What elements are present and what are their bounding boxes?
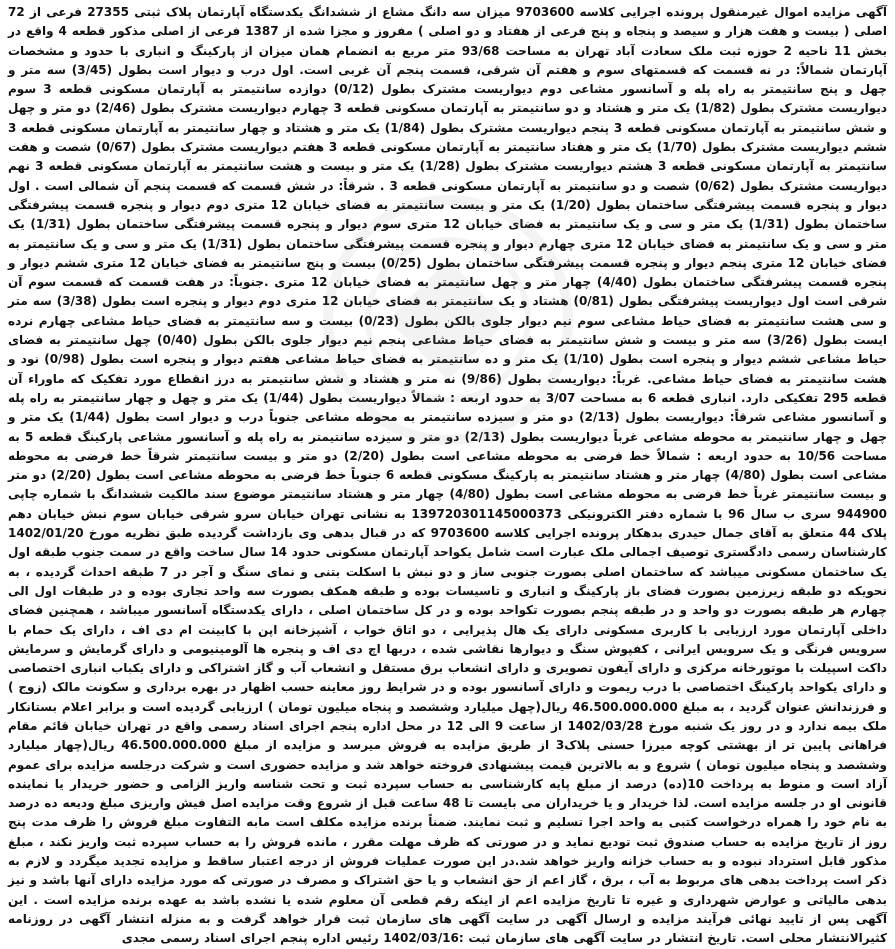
- auction-notice-text: آگهی مزایده اموال غیرمنقول پرونده اجرایی کلاسه 9703600 میزان سه دانگ مشاع از ششدانگ یکدستگاه آپارتمان پلاک ثبتی 27355 فرعی از 72 اصلی ( بیست و هفت هزار و سیصد و پنجاه و پنج فرعی از هفتاد و دو اصلی ) مفروز و مجزا شده از 1387 فرعی از اصلی مذکور قطعه 4 واقع در بخش 11 ناحیه 2 حوزه ثبت ملک سعادت آباد تهران به مساحت 93/68 متر مربع به انضمام همان میزان از پارکینگ و انباری با حدود و مشخصات آپارتمان شمالاً: در نه قسمت که قسمتهای سوم و هفتم آن شرقی، قسمت پنجم آن غربی است. اول درب و دیوار است بطول (3/45) سه متر و چهل و پنج سانتیمتر به راه پله و آسانسور مشاعی دوم دیواریست مشترک بطول (0/12) دوازده سانتیمتر به آپارتمان مسکونی قطعه 3 سوم دیواریست مشترک بطول (1/82) یک متر و هشتاد و دو سانتیمتر به آپارتمان مسکونی قطعه 3 چهارم دیواریست مشترک بطول (2/46) دو متر و چهل و شش سانتیمتر به آپارتمان مسکونی قطعه 3 پنجم دیواریست مشترک بطول (1/84) یک متر و هشتاد و چهار سانتیمتر به آپارتمان مسکونی قطعه 3 ششم دیواریست مشترک بطول (1/70) یک متر و هفتاد سانتیمتر به آپارتمان مسکونی قطعه 3 هفتم دیواریست مشترک بطول (0/67) شصت و هفت سانتیمتر به آپارتمان مسکونی قطعه 3 هشتم دیواریست مشترک بطول (1/28) یک متر و بیست و هشت سانتیمتر به آپارتمان مسکونی قطعه 3 نهم دیواریست مشترک بطول (0/62) شصت و دو سانتیمتر به آپارتمان مسکونی قطعه 3 . شرقاً: در شش قسمت که قسمت پنجم آن شمالی است . اول دیوار و پنجره قسمت پیشرفتگی ساختمان بطول (1/20) یک متر و بیست سانتیمتر به فضای خیابان 12 متری دوم دیوار و پنجره قسمت پیشرفتگی ساختمان بطول (1/31) یک متر و سی و یک سانتیمتر به فضای خیابان 12 متری سوم دیوار و پنجره قسمت پیشرفتگی ساختمان بطول (1/31) یک متر و سی و یک سانتیمتر به فضای خیابان 12 متری چهارم دیوار و پنجره قسمت پیشرفتگی ساختمان بطول (1/31) یک متر و سی و یک سانتیمتر به فضای خیابان 12 متری پنجم دیوار و پنجره قسمت پیشرفتگی ساختمان بطول (0/25) بیست و پنج سانتیمتر به فضای خیابان 12 متری ششم دیوار و پنجره قسمت پیشرفتگی ساختمان بطول (4/40) چهار متر و چهل سانتیمتر به فضای خیابان 12 متری .جنوباً: در هفت قسمت که قسمت سوم آن شرقی است اول دیواریست پیشرفتگی بطول (0/81) هشتاد و یک سانتیمتر به فضای خیابان 12 متری دوم دیوار و پنجره است بطول (3/38) سه متر و سی هشت سانتیمتر به فضای حیاط مشاعی سوم نیم دیوار جلوی بالکن بطول (0/23) بیست و سه سانتیمتر به فضای حیاط مشاعی چهارم نرده ایست بطول (3/26) سه متر و بیست و شش سانتیمتر به فضای حیاط مشاعی پنجم نیم دیوار جلوی بالکن بطول (0/40) چهل سانتیمتر به فضای حیاط مشاعی ششم دیوار و پنجره است بطول (1/10) یک متر و ده سانتیمتر به فضای حیاط مشاعی هفتم دیوار و پنجره است بطول (0/98) نود و هشت سانتیمتر به فضای حیاط مشاعی. غرباً: دیواریست بطول (9/86) نه متر و هشتاد و شش سانتیمتر به درز انقطاع مورد تفکیک که ماوراء آن قطعه 295 تفکیکی دارد. انباری قطعه 6 به مساحت 3/07 به حدود اربعه : شمالاً دیواریست بطول (1/44) یک متر و چهل و چهار سانتیمتر به راه پله و آسانسور مشاعی شرقاً: دیواریست بطول (2/13) دو متر و سیزده سانتیمتر به محوطه مشاعی جنوباً درب و دیوار است بطول (1/44) یک متر و چهل و چهار سانتیمتر به محوطه مشاعی غرباً دیواریست بطول (2/13) دو متر و سیزده سانتیمتر به راه پله و آسانسور مشاعی پارکینگ قطعه 5 به مساحت 10/56 به حدود اربعه : شمالاً خط فرضی به محوطه مشاعی است بطول (2/20) دو متر و بیست سانتیمتر شرقاً خط فرضی به محوطه مشاعی است بطول (4/80) چهار متر و هشتاد سانتیمتر به پارکینگ مسکونی قطعه 6 جنوباً خط فرضی به محوطه مشاعی است بطول (2/20) دو متر و بیست سانتیمتر غرباً خط فرضی به محوطه مشاعی است بطول (4/80) چهار متر و هشتاد سانتیمتر موضوع سند مالکیت ششدانگ با شماره چاپی 944900 سری ب سال 96 با شماره دفتر الکترونیکی 139720301145000373 به نشانی تهران خیابان سرو شرقی خیابان سوم نبش خیابان دهم پلاک 44 متعلق به آقای جمال حیدری بدهکار پرونده اجرایی کلاسه 9703600 که در قبال بدهی وی بازداشت گردیده طبق نظریه مورخ 1402/01/20 کارشناسان رسمی دادگستری توصیف اجمالی ملک عبارت است شامل یکواحد آپارتمان مسکونی حدود 14 سال ساخت واقع در سمت جنوب طبقه اول یک ساختمان مسکونی میباشد که ساختمان اصلی بصورت جنوبی ساز و دو نبش با اسکلت بتنی و نمای سنگ و آجر در 7 طبقه احداث گردیده ، به نحویکه دو طبقه زیرزمین بصورت فضای باز پارکینگ و انباری و تاسیسات بوده و طبقه همکف بصورت سه واحد تجاری بوده و در طبقات اول الی چهارم هر طبقه بصورت دو واحد و در طبقه پنجم بصورت تکواحد بوده و در کل ساختمان اصلی ، دارای یکدستگاه آسانسور میباشد ، همچنین فضای داخلی آپارتمان مورد ارزیابی با کاربری مسکونی دارای یک هال پذیرایی ، دو اتاق خواب ، آشپزخانه اپن با کابینت ام دی اف ، دارای یک حمام با سرویس فرنگی و یک سرویس ایرانی ، کفپوش سنگ و دیوارها نقاشی شده ، دربها اچ دی اف و پنجره ها آلومینیومی و دارای گرمایش و سرمایش داکت اسپیلت با موتورخانه مرکزی و دارای آیفون تصویری و دارای انشعاب برق مستقل و انشعاب آب و گاز اشتراکی و دارای یکباب انباری اختصاصی و دارای یکواحد پارکینگ اختصاصی با درب ریموت و دارای آسانسور بوده و در شرایط روز معاینه حسب اظهار در بهره برداری و سکونت مالک (زوج ) و فرزندانش عنوان گردید ، به مبلغ 46.500.000.000 ریال(چهل میلیارد وششصد و پنجاه میلیون تومان ) ارزیابی گردیده است و برابر اعلام بستانکار ملک بیمه ندارد و در روز یک شنبه مورخ 1402/03/28 از ساعت 9 الی 12 در محل اداره پنجم اجرای اسناد رسمی واقع در تهران خیابان قائم مقام فراهانی پایین تر از بهشتی کوچه میرزا حسنی پلاک3 از طریق مزایده به فروش میرسد و مزایده از مبلغ 46.500.000.000 ریال(چهار میلیارد وششصد و پنجاه میلیون تومان ) شروع و به بالاترین قیمت پیشنهادی فروخته خواهد شد و مزایده حضوری است و شرکت درجلسه مزایده برای عموم آزاد است و منوط به پرداخت 10(ده) درصد از مبلغ پایه کارشناسی به حساب سپرده ثبت و تحت شناسه واریز الزامی و حضور خریدار یا نماینده قانونی او در جلسه مزایده است. لذا خریدار و یا خریداران می بایست تا 48 ساعت قبل از شروع وقت مزایده اصل فیش واریزی مبلغ ودیعه ده درصد به نام خود را همراه درخواست کتبی به واحد اجرا تسلیم و ثبت نمایند. ضمناً برنده مزایده مکلف است مابه التفاوت مبلغ فروش را ظرف مدت پنج روز از تاریخ مزایده به حساب صندوق ثبت تودیع نماید و در صورتی که ظرف مهلت مقرر ، مانده فروش را به حساب سپرده ثبت واریز نکند ، مبلغ مذکور قابل استرداد نبوده و به حساب خزانه واریز خواهد شد.در این صورت عملیات فروش از درجه اعتبار ساقط و مزایده تجدید میگردد و لازم به ذکر است پرداخت بدهی های مربوط به آب ، برق ، گاز اعم از حق انشعاب و یا حق اشتراک و مصرف در صورتی که مورد مزایده دارای آنها باشد و نیز بدهی مالیاتی و عوارض شهرداری و غیره تا تاریخ مزایده اعم از اینکه رقم قطعی آن معلوم شده یا نشده باشد به عهده برنده مزایده است . این آگهی پس از تایید نهائی فرآیند مزایده و ارسال آگهی در سایت آگهی های سازمان ثبت قرار خواهد گرفت و به منزله انتشار آگهی در روزنامه کثیرالانتشار محلی است. تاریخ انتشار در سایت آگهی های سازمان ثبت :1402/03/16 رئیس اداره پنجم اجرای اسناد رسمی مجدی: [8, 5, 888, 946]
